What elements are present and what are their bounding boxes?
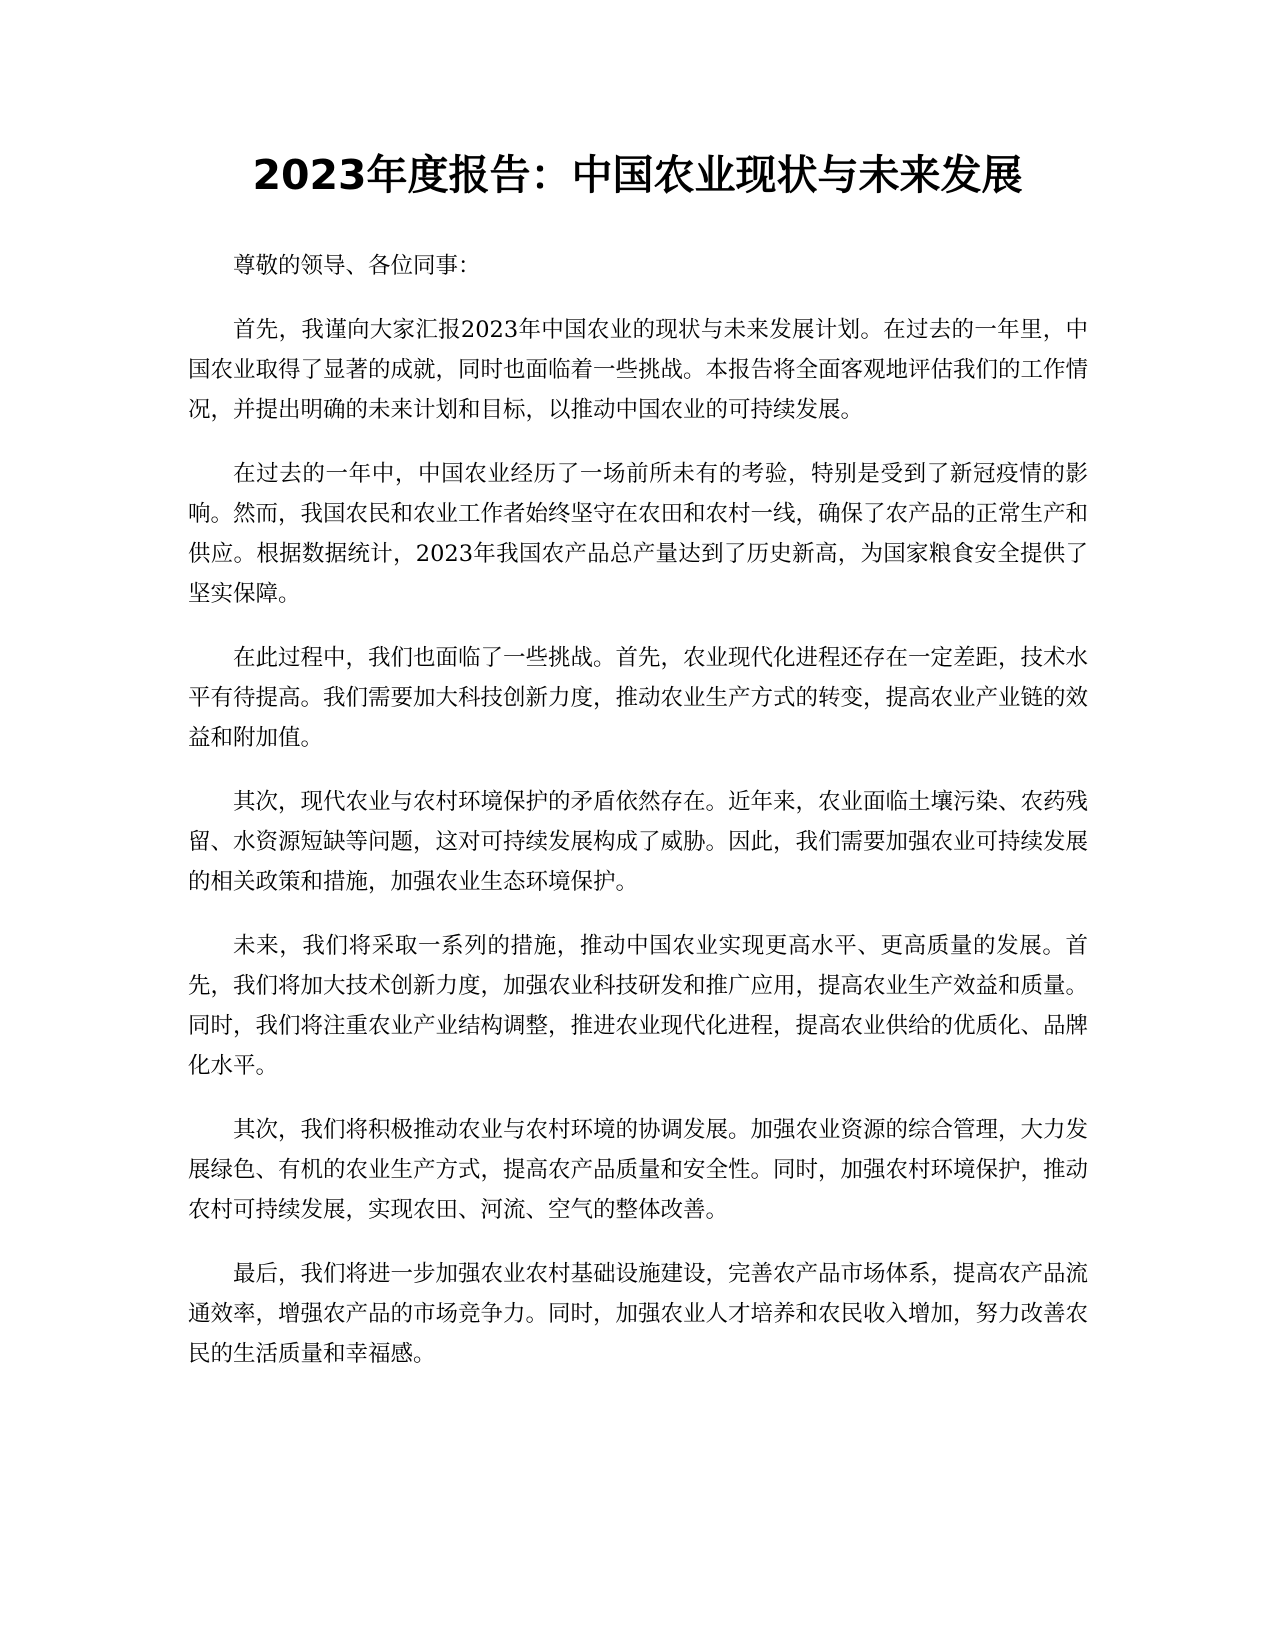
paragraph-achievements: 在过去的一年中，中国农业经历了一场前所未有的考验，特别是受到了新冠疫情的影响。然而，我国农民和农业工作者始终坚守在农田和农村一线，确保了农产品的正常生产和供应。根据数据统计，2023年我国农产品总产量达到了历史新高，为国家粮食安全提供了坚实保障。 [188, 461, 1089, 607]
paragraph-salutation: 尊敬的领导、各位同事： [233, 253, 481, 279]
paragraph-challenges: 在此过程中，我们也面临了一些挑战。首先，农业现代化进程还存在一定差距，技术水平有待提高。我们需要加大科技创新力度，推动农业生产方式的转变，提高农业产业链的效益和附加值。 [188, 645, 1089, 751]
document-title: 2023年度报告：中国农业现状与未来发展 [252, 151, 1023, 199]
paragraph-future-plans: 未来，我们将采取一系列的措施，推动中国农业实现更高水平、更高质量的发展。首先，我们将加大技术创新力度，加强农业科技研发和推广应用，提高农业生产效益和质量。同时，我们将注重农业产业结构调整，推进农业现代化进程，提高农业供给的优质化、品牌化水平。 [188, 933, 1089, 1079]
document-body [188, 246, 1088, 1398]
paragraph-introduction: 首先，我谨向大家汇报2023年中国农业的现状与未来发展计划。在过去的一年里，中国农业取得了显著的成就，同时也面临着一些挑战。本报告将全面客观地评估我们的工作情况，并提出明确的未来计划和目标，以推动中国农业的可持续发展。 [188, 317, 1089, 423]
paragraph-environment-issues: 其次，现代农业与农村环境保护的矛盾依然存在。近年来，农业面临土壤污染、农药残留、水资源短缺等问题，这对可持续发展构成了威胁。因此，我们需要加强农业可持续发展的相关政策和措施，加强农业生态环境保护。 [188, 789, 1089, 895]
paragraph-coordinated-development: 其次，我们将积极推动农业与农村环境的协调发展。加强农业资源的综合管理，大力发展绿色、有机的农业生产方式，提高农产品质量和安全性。同时，加强农村环境保护，推动农村可持续发展，实现农田、河流、空气的整体改善。 [188, 1117, 1089, 1223]
paragraph-conclusion: 最后，我们将进一步加强农业农村基础设施建设，完善农产品市场体系，提高农产品流通效率，增强农产品的市场竞争力。同时，加强农业人才培养和农民收入增加，努力改善农民的生活质量和幸福感。 [188, 1261, 1089, 1367]
